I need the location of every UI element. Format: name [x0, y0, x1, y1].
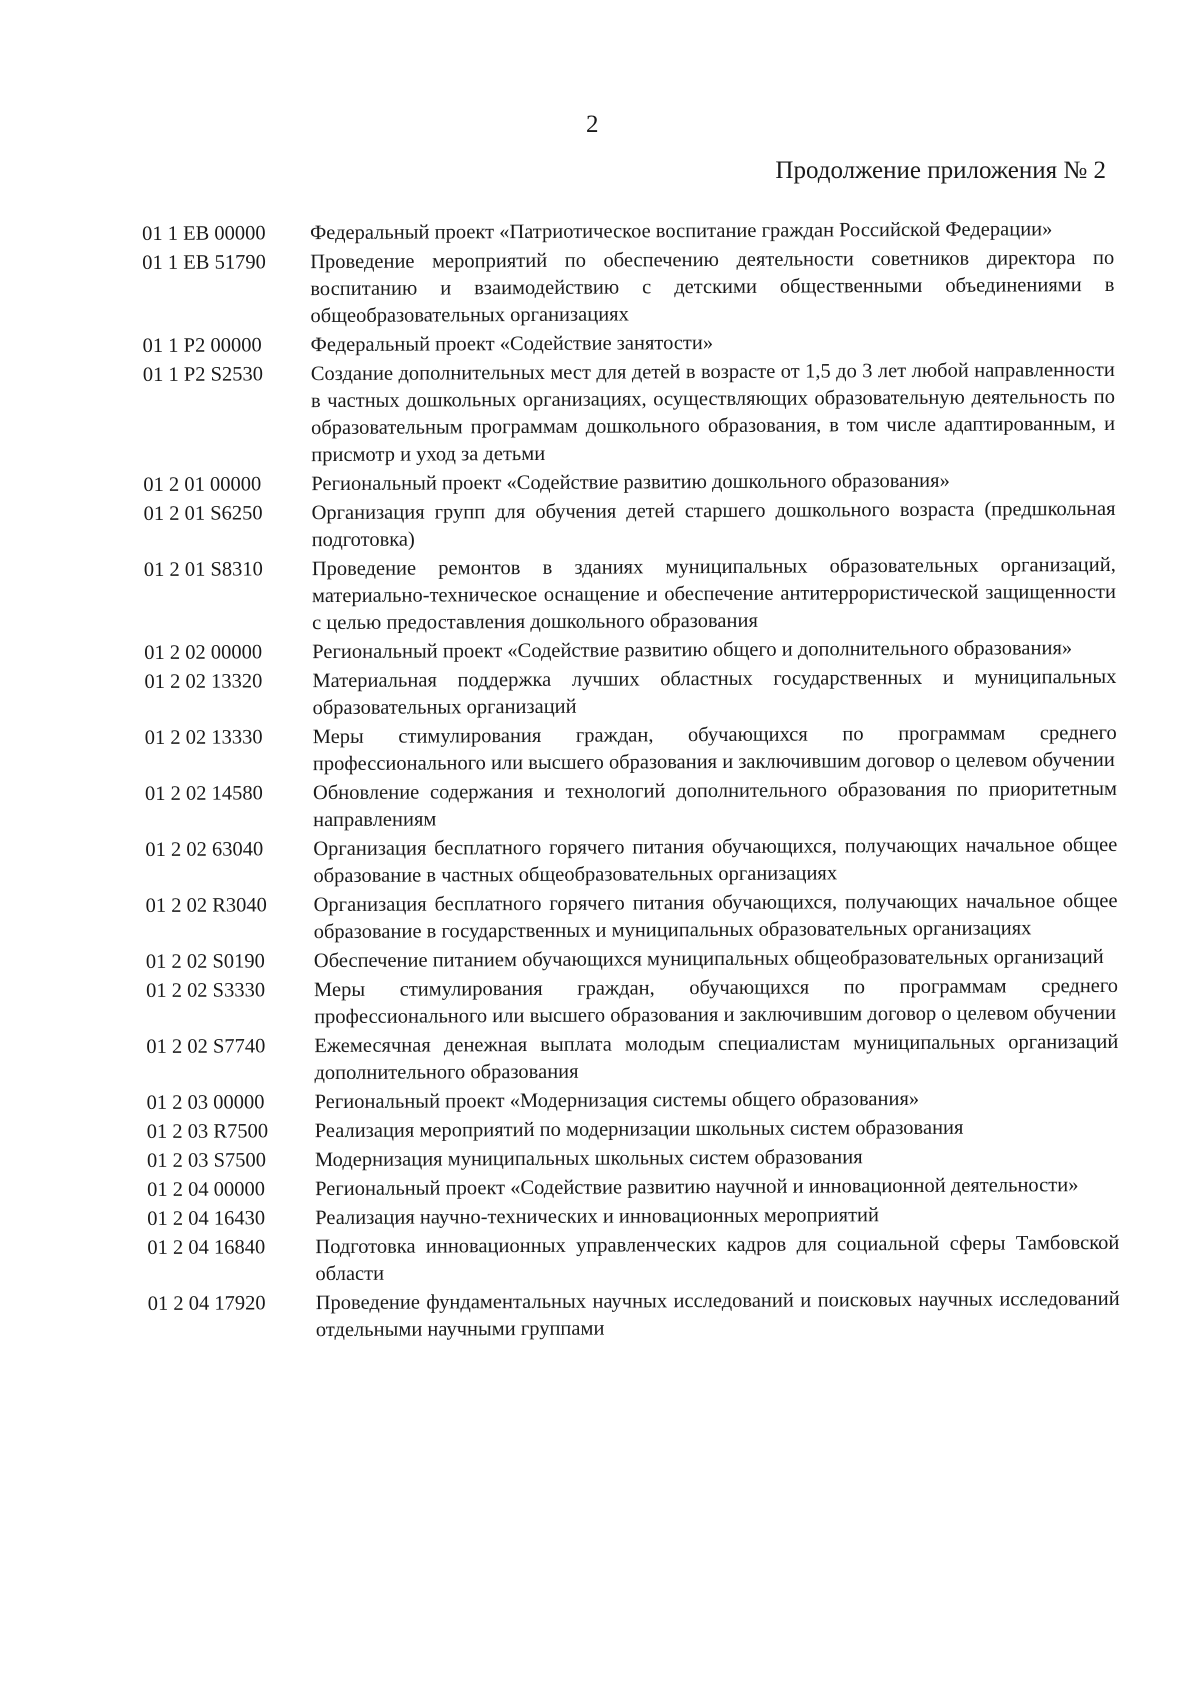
budget-description: Региональный проект «Содействие развитию научной и инновационной деятельности»: [315, 1174, 1079, 1201]
budget-code: 01 2 01 00000: [143, 473, 262, 496]
list-item: [147, 1143, 1119, 1175]
budget-code: 01 1 ЕВ 51790: [142, 251, 266, 274]
list-item: [148, 1286, 1120, 1345]
budget-description: Федеральный проект «Содействие занятости»: [310, 332, 714, 357]
budget-description: Модернизация муниципальных школьных систем образования: [314, 1146, 863, 1172]
budget-description: Реализация научно-технических и инновационных мероприятий: [315, 1204, 880, 1230]
list-item: [145, 720, 1117, 779]
budget-code: 01 2 04 16430: [147, 1207, 266, 1230]
budget-code: 01 2 04 00000: [147, 1178, 266, 1201]
list-item: [143, 467, 1115, 499]
list-item: [147, 1114, 1119, 1146]
budget-description: Обновление содержания и технологий дополнительного образования по приоритетным направлениям: [312, 777, 1118, 832]
budget-code: 01 2 02 14580: [144, 782, 263, 805]
list-item: [143, 328, 1115, 360]
budget-code-list: [142, 216, 1120, 1347]
budget-description: Федеральный проект «Патриотическое воспитание граждан Российской Федерации»: [310, 218, 1053, 245]
budget-description: Подготовка инновационных управленческих кадров для социальной сферы Тамбовской области: [315, 1231, 1120, 1286]
list-item: [145, 832, 1117, 891]
list-item: [142, 216, 1114, 248]
budget-description: Региональный проект «Содействие развитию общего и дополнительного образования»: [312, 637, 1073, 664]
budget-description: Проведение ремонтов в зданиях муниципальных образовательных организаций, материально-техническое оснащение и обеспечение антитеррористической защищенности с целью предоставления дошкольного образования: [311, 553, 1117, 635]
budget-code: 01 1 ЕВ 00000: [142, 222, 266, 245]
budget-code: 01 2 02 S3330: [145, 979, 266, 1002]
budget-description: Реализация мероприятий по модернизации школьных систем образования: [314, 1116, 964, 1143]
list-item: [147, 1172, 1119, 1204]
budget-code: 01 2 03 00000: [146, 1091, 265, 1114]
budget-code: 01 2 03 S7500: [146, 1149, 267, 1172]
budget-description: Проведение фундаментальных научных исследований и поисковых научных исследований отдельными научными группами: [315, 1287, 1120, 1342]
appendix-header: Продолжение приложения № 2: [775, 157, 1106, 184]
budget-code: 01 2 02 13330: [144, 726, 263, 749]
budget-description: Организация бесплатного горячего питания обучающихся, получающих начальное общее образование в частных общеобразовательных организациях: [313, 833, 1118, 888]
budget-code: 01 2 04 17920: [147, 1292, 266, 1315]
list-item: [145, 776, 1117, 835]
budget-code: 01 2 02 R3040: [145, 894, 267, 917]
budget-code: 01 1 Р2 S2530: [142, 363, 264, 386]
budget-code: 01 2 02 63040: [145, 838, 264, 861]
budget-code: 01 2 01 S6250: [143, 502, 263, 525]
list-item: [146, 973, 1118, 1032]
list-item: [147, 1230, 1119, 1289]
budget-code: 01 2 02 S7740: [146, 1035, 266, 1058]
list-item: [144, 635, 1116, 667]
page-number: 2: [586, 111, 599, 138]
budget-code: 01 2 02 S0190: [145, 950, 265, 973]
budget-description: Региональный проект «Модернизация системы общего образования»: [314, 1087, 920, 1114]
list-item: [146, 1029, 1118, 1088]
budget-description: Материальная поддержка лучших областных государственных и муниципальных образовательных организаций: [312, 665, 1117, 720]
list-item: [143, 496, 1115, 555]
budget-description: Региональный проект «Содействие развитию дошкольного образования»: [311, 469, 950, 496]
list-item: [144, 664, 1116, 723]
budget-code: 01 2 02 00000: [144, 641, 263, 664]
list-item: [142, 245, 1114, 331]
budget-description: Организация бесплатного горячего питания обучающихся, получающих начальное общее образование в государственных и муниципальных образовательных организациях: [313, 889, 1118, 944]
budget-description: Меры стимулирования граждан, обучающихся по программам среднего профессионального или высшего образования и заключившим договор о целевом обучении: [312, 721, 1117, 776]
budget-description: Организация групп для обучения детей старшего дошкольного возраста (предшкольная подготовка): [311, 497, 1116, 552]
list-item: [146, 888, 1118, 947]
list-item: [146, 944, 1118, 976]
budget-code: 01 1 Р2 00000: [142, 334, 262, 357]
budget-description: Обеспечение питанием обучающихся муниципальных общеобразовательных организаций: [313, 945, 1104, 973]
budget-description: Меры стимулирования граждан, обучающихся по программам среднего профессионального или высшего образования и заключившим договор о целевом обучении: [313, 974, 1119, 1029]
budget-code: 01 2 04 16840: [147, 1236, 266, 1259]
list-item: [147, 1085, 1119, 1117]
list-item: [147, 1201, 1119, 1233]
list-item: [143, 357, 1116, 470]
list-item: [144, 552, 1116, 638]
budget-code: 01 2 03 R7500: [146, 1120, 269, 1143]
budget-code: 01 2 02 13320: [144, 670, 263, 693]
budget-description: Ежемесячная денежная выплата молодым специалистам муниципальных организаций дополнительного образования: [314, 1030, 1119, 1085]
budget-description: Проведение мероприятий по обеспечению деятельности советников директора по воспитанию и взаимодействию с детскими общественными объединениями в общеобразовательных организациях: [310, 246, 1115, 328]
budget-description: Создание дополнительных мест для детей в возрасте от 1,5 до 3 лет любой направленности в частных дошкольных организациях, осуществляющих образовательную деятельность по образовательным программам дошкольного образования, в том числе адаптированным, и присмотр и уход за детьми: [310, 358, 1116, 467]
budget-code: 01 2 01 S8310: [143, 558, 263, 581]
